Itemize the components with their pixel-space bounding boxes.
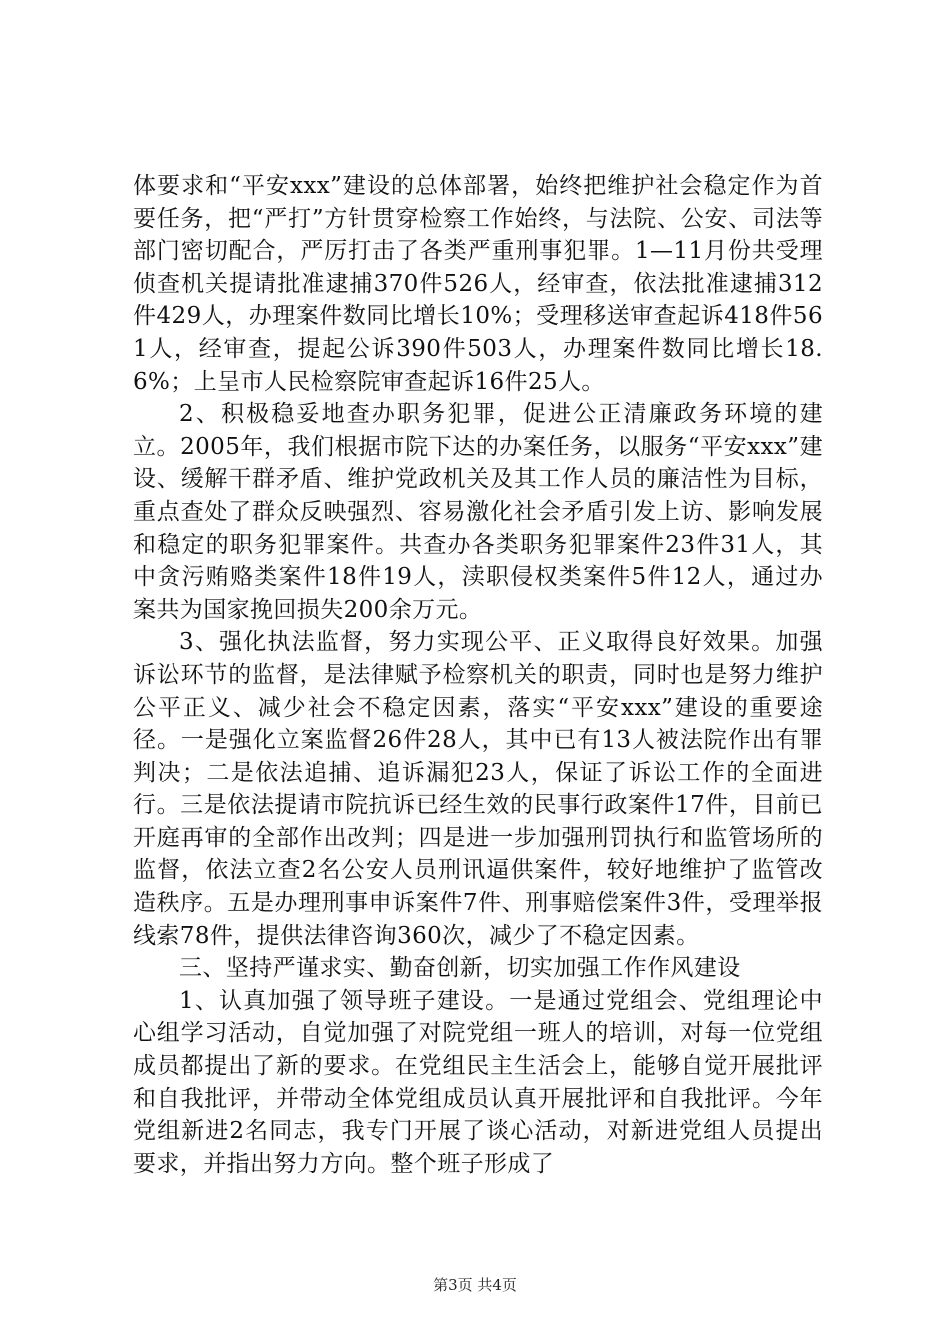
paragraph-duty-crime: 2、积极稳妥地查办职务犯罪，促进公正清廉政务环境的建立。2005年，我们根据市院下达的办案任务，以服务“平安xxx”建设、缓解干群矛盾、维护党政机关及其工作人员的廉洁性为目标，重点查处了群众反映强烈、容易激化社会矛盾引发上访、影响发展和稳定的职务犯罪案件。共查办各类职务犯罪案件23件31人，其中贪污贿赂类案件18件19人，渎职侵权类案件5件12人，通过办案共为国家挽回损失200余万元。: [133, 401, 823, 623]
paragraph-leadership: 1、认真加强了领导班子建设。一是通过党组会、党组理论中心组学习活动，自觉加强了对院党组一班人的培训，对每一位党组成员都提出了新的要求。在党组民主生活会上，能够自觉开展批评和自我批评，并带动全体党组成员认真开展批评和自我批评。今年党组新进2名同志，我专门开展了谈心活动，对新进党组人员提出要求，并指出努力方向。整个班子形成了: [133, 987, 823, 1177]
paragraph-law-supervision: 3、强化执法监督，努力实现公平、正义取得良好效果。加强诉讼环节的监督，是法律赋予检察机关的职责，同时也是努力维护公平正义、减少社会不稳定因素，落实“平安xxx”建设的重要途径。一是强化立案监督26件28人，其中已有13人被法院作出有罪判决；二是依法追捕、追诉漏犯23人，保证了诉讼工作的全面进行。三是依法提请市院抗诉已经生效的民事行政案件17件，目前已开庭再审的全部作出改判；四是进一步加强刑罚执行和监管场所的监督，依法立查2名公安人员刑讯逼供案件，较好地维护了监管改造秩序。五是办理刑事申诉案件7件、刑事赔偿案件3件，受理举报线索78件，提供法律咨询360次，减少了不稳定因素。: [133, 629, 823, 949]
page-footer: 第3页 共4页: [433, 1276, 517, 1294]
section-heading: 三、坚持严谨求实、勤奋创新，切实加强工作作风建设: [179, 955, 741, 982]
paragraph-continuation: 体要求和“平安xxx”建设的总体部署，始终把维护社会稳定作为首要任务，把“严打”方针贯穿检察工作始终，与法院、公安、司法等部门密切配合，严厉打击了各类严重刑事犯罪。1—11月份共受理侦查机关提请批准逮捕370件526人，经审查，依法批准逮捕312件429人，办理案件数同比增长10%；受理移送审查起诉418件561人，经审查，提起公诉390件503人，办理案件数同比增长18.6%；上呈市人民检察院审查起诉16件25人。: [133, 173, 823, 395]
document-body: [133, 170, 823, 1180]
